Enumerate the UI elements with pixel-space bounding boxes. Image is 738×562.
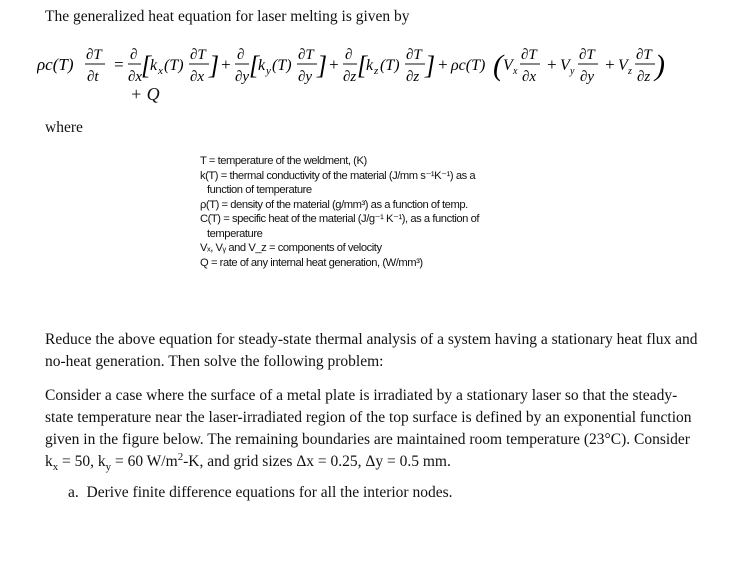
instruction-paragraph: Reduce the above equation for steady-state thermal analysis of a system having a stationary heat flux and no-heat generation. Then solve the following problem:	[45, 331, 698, 370]
question-a-text: Derive finite difference equations for all the interior nodes.	[86, 484, 453, 501]
svg-text:∂T: ∂T	[579, 47, 595, 63]
svg-text:∂T: ∂T	[521, 47, 537, 63]
svg-text:(: (	[493, 49, 503, 82]
svg-text:∂z: ∂z	[343, 69, 357, 85]
svg-text:∂T: ∂T	[406, 47, 422, 63]
definition-item: Q = rate of any internal heat generation, (W/mm³)	[200, 256, 423, 269]
svg-text:[: [	[141, 51, 152, 80]
intro-sentence: The generalized heat equation for laser melting is given by	[45, 8, 410, 25]
definition-item: C(T) = specific heat of the material (J/g⁻¹ K⁻¹), as a function of	[200, 213, 480, 225]
heat-equation	[37, 44, 737, 86]
svg-text:x: x	[513, 66, 518, 77]
definition-continuation: function of temperature	[207, 184, 312, 196]
svg-text:z: z	[628, 66, 632, 77]
svg-text:∂x: ∂x	[522, 69, 537, 85]
svg-text:): )	[655, 49, 665, 82]
svg-text:]: ]	[209, 51, 220, 80]
svg-text:[: [	[249, 51, 260, 80]
svg-text:(T): (T)	[272, 57, 292, 74]
question-a	[68, 482, 453, 504]
question-a-label: a.	[68, 484, 79, 501]
svg-text:∂T: ∂T	[86, 47, 102, 63]
svg-text:∂: ∂	[130, 47, 138, 63]
svg-text:∂y: ∂y	[298, 69, 313, 85]
svg-text:z: z	[374, 65, 379, 77]
svg-text:+: +	[546, 55, 558, 74]
svg-text:]: ]	[317, 51, 328, 80]
svg-text:+: +	[604, 55, 616, 74]
svg-text:k: k	[366, 57, 374, 74]
svg-text:∂z: ∂z	[406, 69, 420, 85]
svg-text:∂y: ∂y	[235, 69, 250, 85]
definition-item: ρ(T) = density of the material (g/mm³) as a function of temp.	[200, 198, 468, 211]
svg-text:]: ]	[425, 51, 436, 80]
svg-text:∂T: ∂T	[636, 47, 652, 63]
svg-text:∂z: ∂z	[637, 69, 651, 85]
svg-text:ρc(T): ρc(T)	[451, 57, 486, 74]
svg-text:V: V	[618, 57, 628, 74]
heat-equation-source-term: + Q	[130, 84, 160, 104]
svg-text:∂T: ∂T	[298, 47, 314, 63]
eq-lhs-coef: ρc(T)	[37, 55, 74, 74]
svg-text:+: +	[437, 55, 449, 74]
definition-item: k(T) = thermal conductivity of the material (J/mm s⁻¹K⁻¹) as a	[200, 169, 476, 182]
svg-text:(T): (T)	[164, 57, 184, 74]
svg-text:∂t: ∂t	[87, 69, 99, 85]
svg-text:x: x	[158, 65, 163, 77]
svg-text:[: [	[357, 51, 368, 80]
svg-text:+: +	[220, 55, 232, 74]
definition-item: T = temperature of the weldment, (K)	[200, 155, 367, 167]
svg-text:∂T: ∂T	[190, 47, 206, 63]
svg-text:y: y	[570, 66, 575, 77]
problem-paragraph: Consider a case where the surface of a metal plate is irradiated by a stationary laser so that the steady-state temperature near the laser-irradiated region of the top surface is defined by an exponential function given in the figure below. The remaining boundaries are maintained room temperature (23°C). Consider $k_x = 50$, $k_y = 60$ $W/m^2-K$, and grid sizes Δx = 0.25, Δy = 0.5 mm.	[45, 387, 692, 474]
where-label: where	[45, 119, 83, 136]
svg-text:k: k	[150, 57, 158, 74]
svg-text:y: y	[266, 65, 271, 77]
svg-text:∂y: ∂y	[580, 69, 595, 85]
svg-text:k: k	[258, 57, 266, 74]
svg-text:V: V	[560, 57, 570, 74]
definition-continuation: temperature	[207, 227, 263, 240]
svg-text:=: =	[113, 55, 125, 74]
definition-item: Vₓ, Vᵧ and V_z = components of velocity	[200, 242, 382, 254]
variable-definitions	[200, 154, 560, 270]
svg-text:∂x: ∂x	[128, 69, 143, 85]
svg-text:∂x: ∂x	[190, 69, 205, 85]
svg-text:V: V	[503, 57, 513, 74]
svg-text:∂: ∂	[345, 47, 353, 63]
svg-text:∂: ∂	[237, 47, 245, 63]
svg-text:+: +	[328, 55, 340, 74]
svg-text:(T): (T)	[380, 57, 400, 74]
